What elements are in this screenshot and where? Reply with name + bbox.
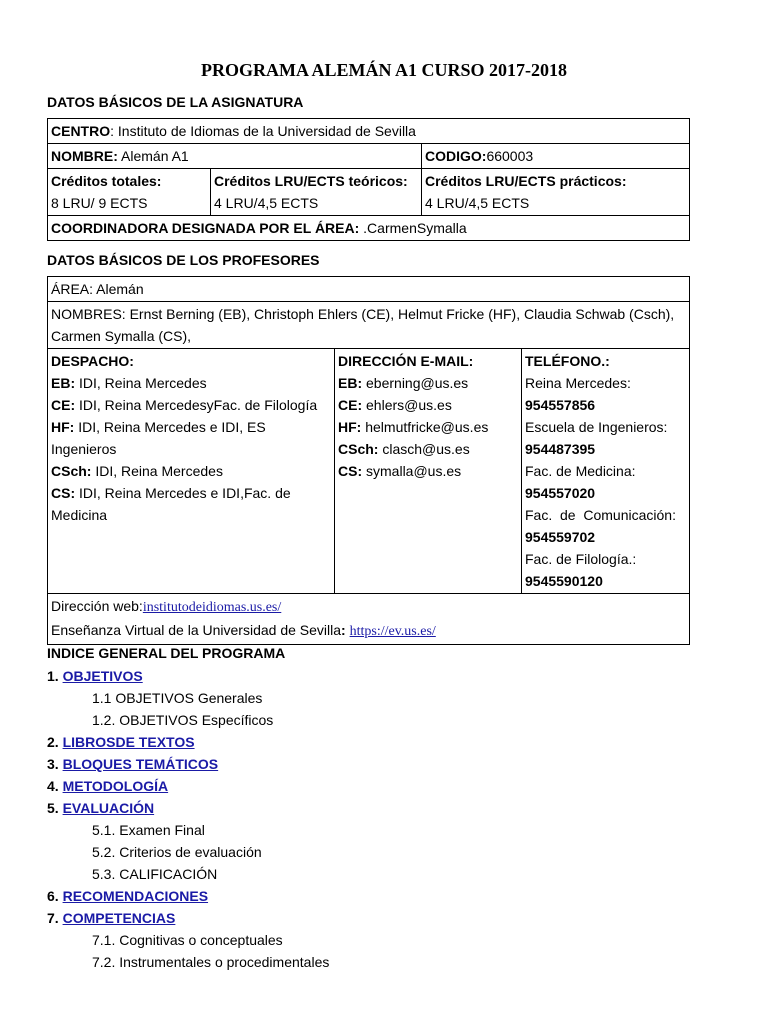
index-link-libros[interactable]: LIBROSDE TEXTOS — [62, 734, 195, 750]
telefono-cell — [522, 349, 690, 594]
creditos-totales-value: 8 LRU/ 9 ECTS — [51, 195, 148, 211]
creditos-totales-label: Créditos totales: — [51, 173, 162, 189]
creditos-practicos-label: Créditos LRU/ECTS prácticos: — [425, 173, 627, 189]
email-line: EB: eberning@us.es — [338, 375, 469, 391]
telefono-place: Reina Mercedes: — [525, 375, 631, 391]
creditos-totales-cell — [48, 169, 211, 216]
codigo-label: CODIGO: — [425, 148, 487, 164]
email-line: HF: helmutfricke@us.es — [338, 419, 489, 435]
telefono-place: Fac. de Comunicación: — [525, 507, 676, 523]
email-line: CS: symalla@us.es — [338, 463, 462, 479]
index-item: 1. OBJETIVOS — [47, 668, 143, 684]
web-cell — [48, 594, 690, 645]
centro-value: : Instituto de Idiomas de la Universidad de Sevilla — [110, 123, 416, 139]
index-subitem: 5.1. Examen Final — [92, 822, 205, 838]
despacho-line: CE: IDI, Reina MercedesyFac. de Filología — [51, 397, 318, 413]
nombres-cell — [48, 302, 690, 349]
despacho-cell — [48, 349, 335, 594]
index-item: 6. RECOMENDACIONES — [47, 888, 209, 904]
web-label: Dirección web: — [51, 598, 143, 614]
coordinadora-cell — [48, 216, 690, 241]
index-item: 5. EVALUACIÓN — [47, 800, 155, 816]
index-subitem: 7.1. Cognitivas o conceptuales — [92, 932, 283, 948]
creditos-teoricos-value: 4 LRU/4,5 ECTS — [214, 195, 319, 211]
profesores-table — [47, 276, 690, 645]
creditos-teoricos-cell — [211, 169, 422, 216]
telefono-place: Fac. de Filología.: — [525, 551, 637, 567]
asignatura-heading: DATOS BÁSICOS DE LA ASIGNATURA — [47, 94, 304, 110]
index-link-competencias[interactable]: COMPETENCIAS — [62, 910, 176, 926]
centro-label: CENTRO — [51, 123, 111, 139]
despacho-line: CS: IDI, Reina Mercedes e IDI,Fac. de — [51, 485, 291, 501]
index-item: 2. LIBROSDE TEXTOS — [47, 734, 195, 750]
profesores-heading: DATOS BÁSICOS DE LOS PROFESORES — [47, 252, 320, 268]
index-link-metodologia[interactable]: METODOLOGÍA — [62, 778, 169, 794]
coordinadora-value: .CarmenSymalla — [359, 220, 467, 236]
telefono-number: 954557856 — [525, 397, 596, 413]
indice-heading: INDICE GENERAL DEL PROGRAMA — [47, 645, 286, 661]
email-label: DIRECCIÓN E-MAIL: — [338, 353, 474, 369]
index-item: 3. BLOQUES TEMÁTICOS — [47, 756, 219, 772]
despacho-line: CSch: IDI, Reina Mercedes — [51, 463, 223, 479]
nombre-label: NOMBRE: — [51, 148, 118, 164]
telefono-label: TELÉFONO.: — [525, 353, 610, 369]
creditos-practicos-value: 4 LRU/4,5 ECTS — [425, 195, 530, 211]
telefono-number: 954559702 — [525, 529, 596, 545]
index-item: 4. METODOLOGÍA — [47, 778, 169, 794]
despacho-line: HF: IDI, Reina Mercedes e IDI, ES — [51, 419, 266, 435]
despacho-line: Ingenieros — [51, 441, 117, 457]
creditos-practicos-cell — [422, 169, 690, 216]
nombre-value: Alemán A1 — [117, 148, 189, 164]
telefono-number: 954557020 — [525, 485, 596, 501]
codigo-cell — [422, 144, 690, 169]
coordinadora-label: COORDINADORA DESIGNADA POR EL ÁREA: — [51, 220, 360, 236]
index-subitem: 5.2. Criterios de evaluación — [92, 844, 262, 860]
index-subitem: 5.3. CALIFICACIÓN — [92, 866, 218, 882]
telefono-place: Escuela de Ingenieros: — [525, 419, 668, 435]
asignatura-table — [47, 118, 690, 241]
despacho-line: Medicina — [51, 507, 108, 523]
email-line: CE: ehlers@us.es — [338, 397, 452, 413]
virtual-label: Enseñanza Virtual de la Universidad de Sevilla — [51, 622, 342, 638]
virtual-line — [51, 619, 686, 643]
email-cell — [335, 349, 522, 594]
web-line — [51, 595, 686, 619]
nombres-line-2: Carmen Symalla (CS), — [51, 328, 192, 344]
virtual-colon: : — [341, 622, 346, 638]
index-item: 7. COMPETENCIAS — [47, 910, 176, 926]
telefono-place: Fac. de Medicina: — [525, 463, 636, 479]
index-link-evaluacion[interactable]: EVALUACIÓN — [62, 800, 155, 816]
index-subitem: 1.2. OBJETIVOS Específicos — [92, 712, 274, 728]
creditos-teoricos-label: Créditos LRU/ECTS teóricos: — [214, 173, 408, 189]
centro-cell — [48, 119, 690, 144]
telefono-number: 954487395 — [525, 441, 596, 457]
email-line: CSch: clasch@us.es — [338, 441, 470, 457]
despacho-label: DESPACHO: — [51, 353, 134, 369]
area-cell: ÁREA: Alemán — [48, 277, 690, 302]
index-subitem: 7.2. Instrumentales o procedimentales — [92, 954, 330, 970]
despacho-line: EB: IDI, Reina Mercedes — [51, 375, 207, 391]
index-link-objetivos[interactable]: OBJETIVOS — [62, 668, 143, 684]
web-link[interactable]: institutodeidiomas.us.es/ — [142, 600, 282, 615]
nombre-cell — [48, 144, 422, 169]
codigo-value: 660003 — [486, 148, 534, 164]
nombres-line-1: NOMBRES: Ernst Berning (EB), Christoph Ehlers (CE), Helmut Fricke (HF), Claudia Schwab (Csch), — [51, 306, 675, 322]
virtual-link[interactable]: https://ev.us.es/ — [349, 624, 436, 639]
telefono-number: 9545590120 — [525, 573, 603, 589]
index-link-recomendaciones[interactable]: RECOMENDACIONES — [62, 888, 209, 904]
index-link-bloques[interactable]: BLOQUES TEMÁTICOS — [62, 756, 219, 772]
document-title: PROGRAMA ALEMÁN A1 CURSO 2017-2018 — [200, 60, 567, 80]
index-subitem: 1.1 OBJETIVOS Generales — [92, 690, 263, 706]
